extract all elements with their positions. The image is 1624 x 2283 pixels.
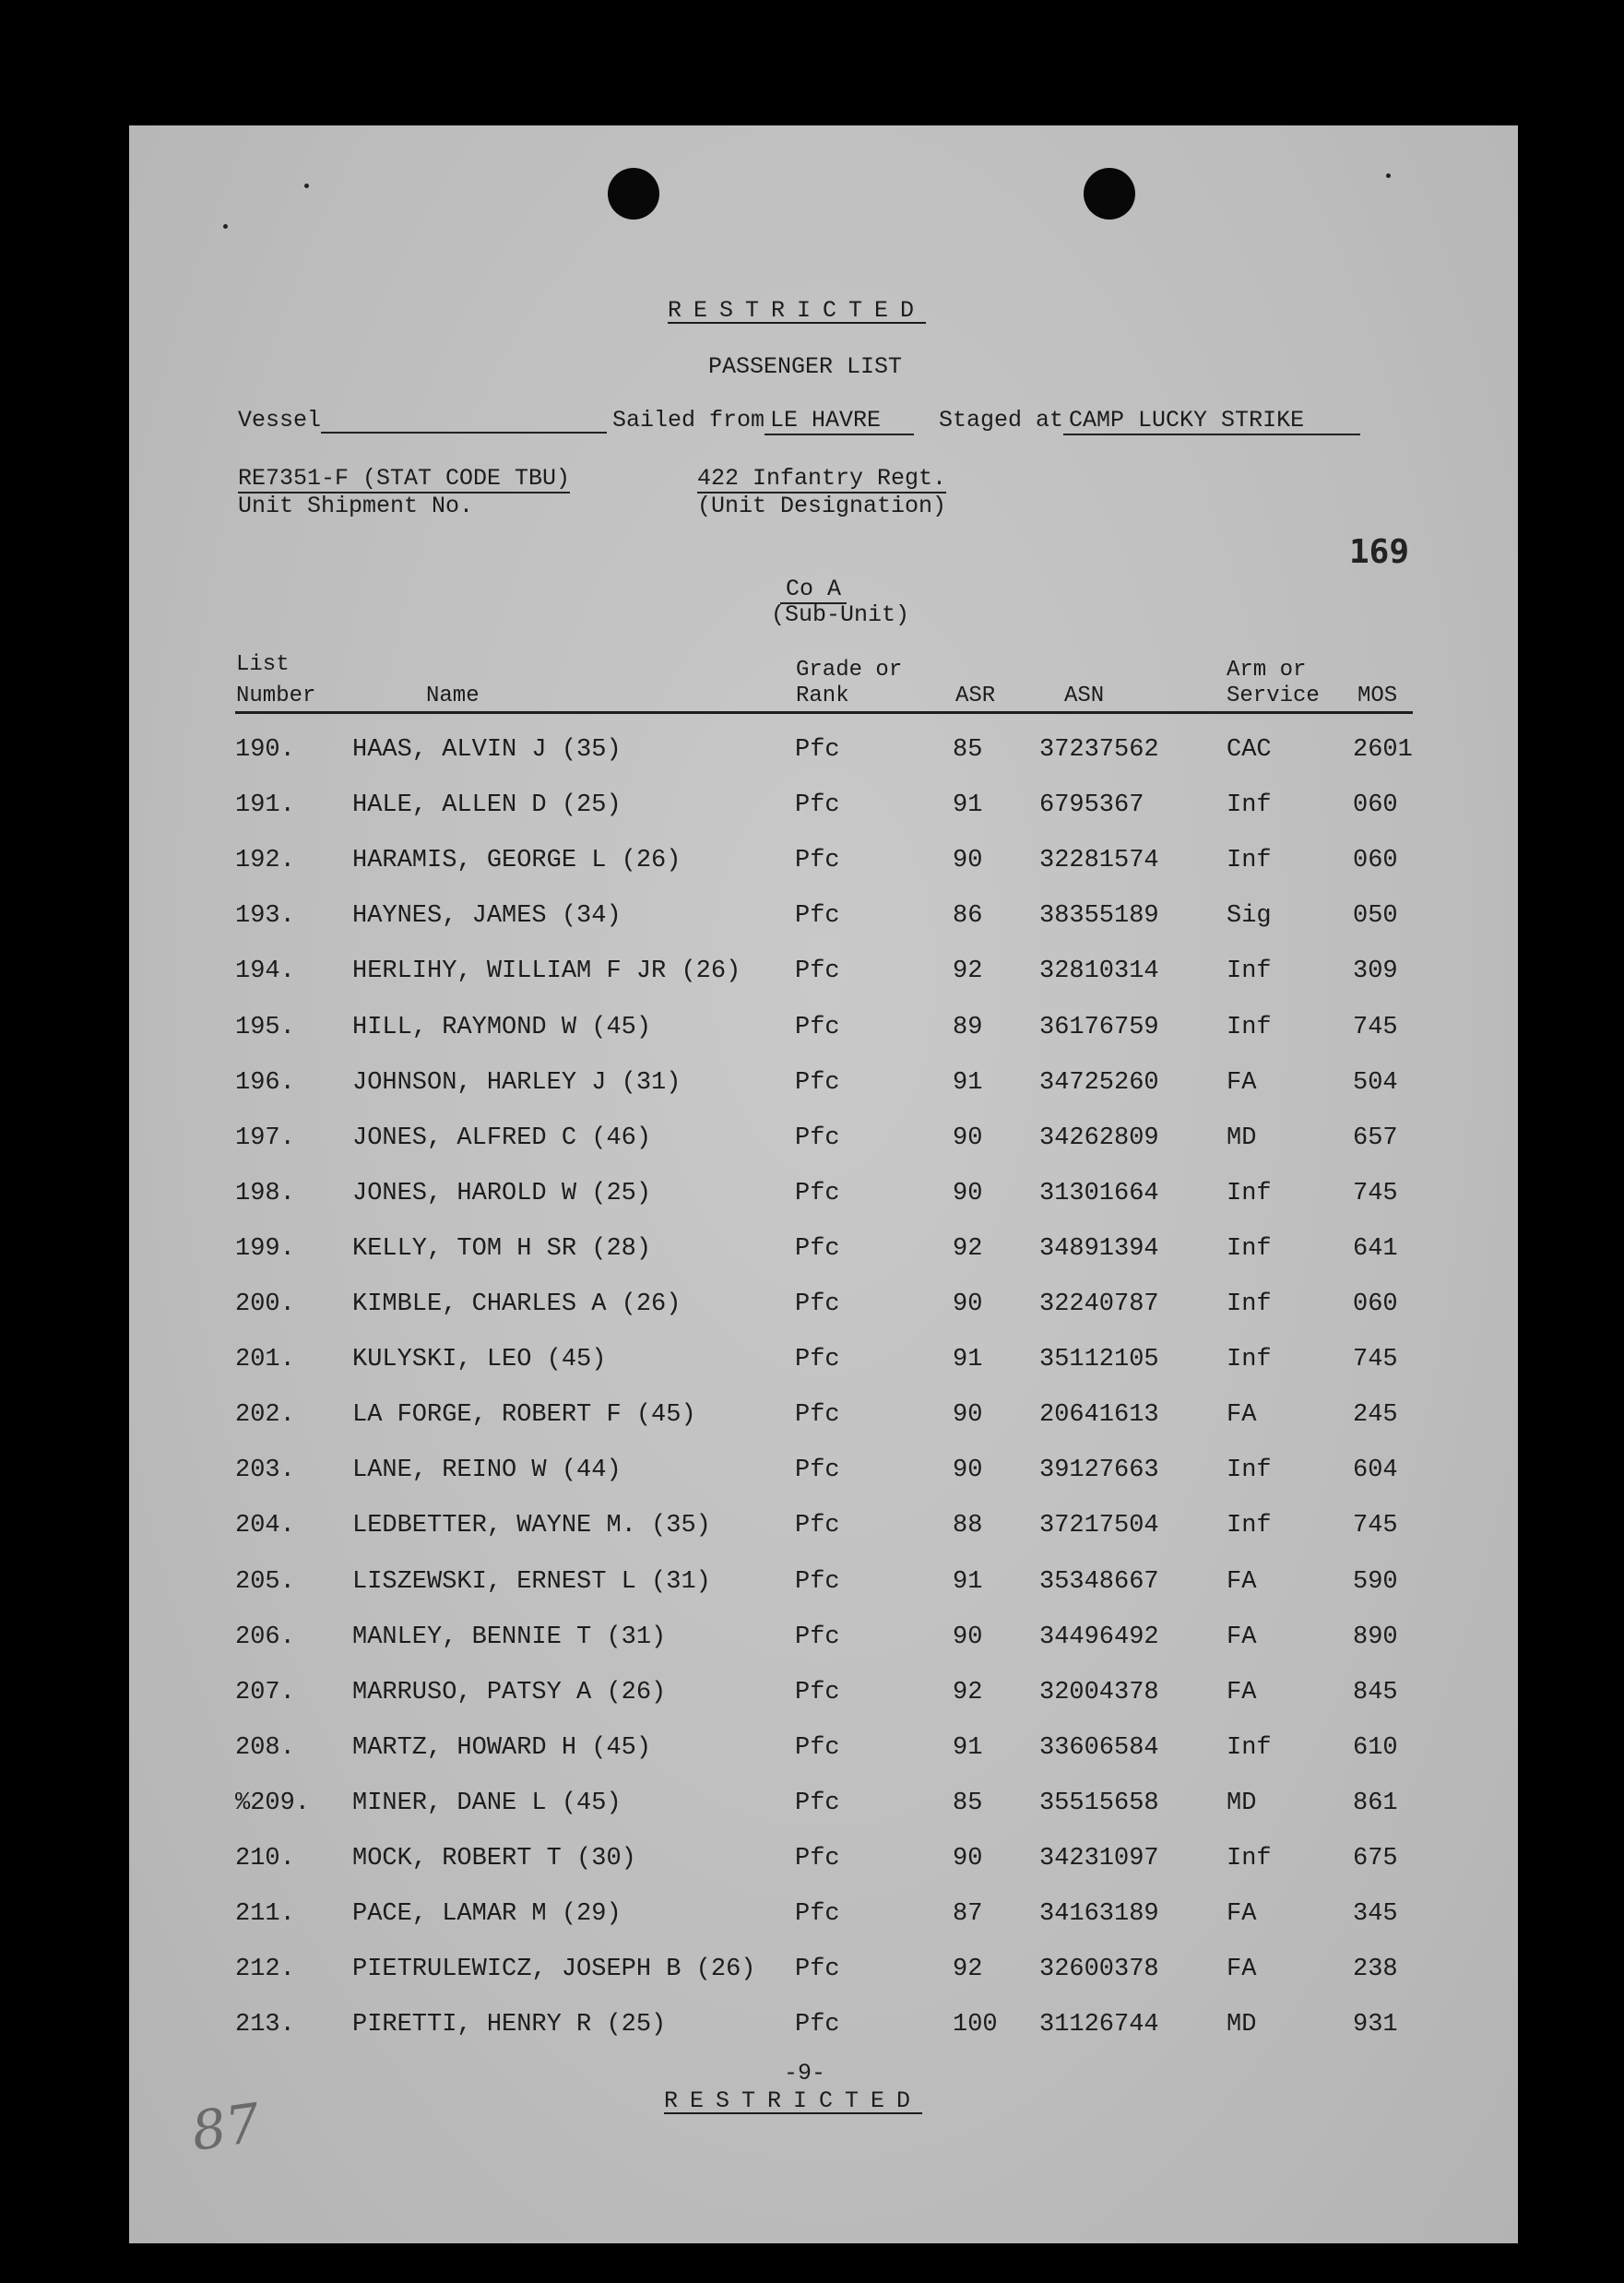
arm-service: MD: [1227, 2011, 1257, 2039]
grade: Pfc: [795, 902, 840, 931]
asn-number: 20641613: [1039, 1401, 1159, 1430]
arm-service: Inf: [1227, 1234, 1272, 1263]
passenger-name: KIMBLE, CHARLES A (26): [352, 1290, 682, 1318]
arm-service: FA: [1227, 1900, 1257, 1929]
mos-code: 610: [1353, 1733, 1398, 1762]
arm-service: MD: [1227, 1124, 1257, 1152]
list-number: 191.: [235, 791, 295, 820]
grade: Pfc: [795, 1124, 840, 1152]
table-row: [235, 1734, 1425, 1771]
table-row: [235, 1014, 1425, 1051]
mos-code: 309: [1353, 957, 1398, 986]
asn-number: 32281574: [1039, 847, 1159, 875]
mos-code: 2601: [1353, 736, 1413, 764]
col-header-asr: ASR: [955, 684, 996, 708]
asn-number: 32600378: [1039, 1956, 1159, 1984]
mos-code: 745: [1353, 1179, 1398, 1207]
mos-code: 657: [1353, 1124, 1398, 1152]
list-number: 193.: [235, 902, 295, 931]
table-row: [235, 1401, 1425, 1438]
asr-score: 91: [953, 1346, 983, 1374]
col-header-service: Service: [1227, 684, 1320, 708]
asn-number: 35515658: [1039, 1789, 1159, 1817]
arm-service: Inf: [1227, 1733, 1272, 1762]
unit-shipment-label: Unit Shipment No.: [238, 493, 474, 519]
handwritten-note: 87: [187, 2091, 265, 2163]
asn-number: 35348667: [1039, 1567, 1159, 1596]
arm-service: Inf: [1227, 1290, 1272, 1318]
table-row: [235, 1845, 1425, 1882]
grade: Pfc: [795, 1068, 840, 1097]
passenger-name: PIRETTI, HENRY R (25): [352, 2011, 667, 2039]
mos-code: 060: [1353, 847, 1398, 875]
arm-service: Inf: [1227, 957, 1272, 986]
list-number: 197.: [235, 1124, 295, 1152]
passenger-name: MARRUSO, PATSY A (26): [352, 1678, 667, 1706]
list-number: 213.: [235, 2011, 295, 2039]
unit-designation-value: 422 Infantry Regt.: [697, 465, 947, 492]
grade: Pfc: [795, 1900, 840, 1929]
passenger-name: MANLEY, BENNIE T (31): [352, 1623, 667, 1651]
staged-at-line: [939, 407, 1360, 435]
mos-code: 890: [1353, 1623, 1398, 1651]
asn-number: 6795367: [1039, 791, 1144, 820]
table-row: [235, 2011, 1425, 2048]
list-number: 206.: [235, 1623, 295, 1651]
col-header-mos: MOS: [1357, 684, 1398, 708]
arm-service: Inf: [1227, 1845, 1272, 1873]
grade: Pfc: [795, 1401, 840, 1430]
passenger-name: HILL, RAYMOND W (45): [352, 1013, 652, 1041]
asr-score: 90: [953, 847, 983, 875]
mos-code: 931: [1353, 2011, 1398, 2039]
punch-hole-right: [1084, 168, 1135, 220]
table-row: [235, 1069, 1425, 1106]
speck: [223, 224, 228, 229]
list-number: 194.: [235, 957, 295, 986]
passenger-name: LANE, REINO W (44): [352, 1457, 622, 1485]
passenger-name: PIETRULEWICZ, JOSEPH B (26): [352, 1956, 756, 1984]
table-row: [235, 957, 1425, 994]
grade: Pfc: [795, 1346, 840, 1374]
classification-bottom: RESTRICTED: [664, 2087, 923, 2114]
asn-number: 34262809: [1039, 1124, 1159, 1152]
asr-score: 90: [953, 1845, 983, 1873]
table-row: [235, 1346, 1425, 1383]
passenger-name: JOHNSON, HARLEY J (31): [352, 1068, 682, 1097]
staged-at-label: Staged at: [939, 407, 1064, 434]
asr-score: 91: [953, 1567, 983, 1596]
unit-shipment-value: RE7351-F (STAT CODE TBU): [238, 465, 571, 492]
list-number: 207.: [235, 1678, 295, 1706]
list-number: 203.: [235, 1457, 295, 1485]
mos-code: 060: [1353, 1290, 1398, 1318]
grade: Pfc: [795, 1845, 840, 1873]
asr-score: 89: [953, 1013, 983, 1041]
sub-unit-label: (Sub-Unit): [771, 601, 910, 628]
col-header-arm-or: Arm or: [1227, 658, 1307, 683]
arm-service: CAC: [1227, 736, 1272, 764]
passenger-name: JONES, ALFRED C (46): [352, 1124, 652, 1152]
vessel-label: Vessel: [238, 407, 322, 434]
col-header-arm: [1227, 655, 1320, 712]
mos-code: 845: [1353, 1678, 1398, 1706]
list-number: 212.: [235, 1956, 295, 1984]
arm-service: Inf: [1227, 1512, 1272, 1540]
sailed-from-label: Sailed from: [612, 407, 765, 434]
table-row: [235, 736, 1425, 773]
arm-service: Inf: [1227, 1457, 1272, 1485]
asr-score: 85: [953, 1789, 983, 1817]
passenger-name: KULYSKI, LEO (45): [352, 1346, 607, 1374]
mos-code: 745: [1353, 1512, 1398, 1540]
asn-number: 34231097: [1039, 1845, 1159, 1873]
list-number: 198.: [235, 1179, 295, 1207]
table-row: [235, 791, 1425, 828]
table-row: [235, 1124, 1425, 1161]
passenger-name: HARAMIS, GEORGE L (26): [352, 847, 682, 875]
asr-score: 86: [953, 902, 983, 931]
speck: [1386, 173, 1391, 178]
arm-service: Inf: [1227, 847, 1272, 875]
arm-service: Inf: [1227, 791, 1272, 820]
col-header-grade: [796, 655, 902, 712]
asn-number: 32810314: [1039, 957, 1159, 986]
asn-number: 35112105: [1039, 1346, 1159, 1374]
list-number: 190.: [235, 736, 295, 764]
list-number: 192.: [235, 847, 295, 875]
page-number: -9-: [784, 2060, 826, 2087]
unit-designation-label: (Unit Designation): [697, 493, 947, 519]
list-title: PASSENGER LIST: [708, 353, 903, 380]
asr-score: 85: [953, 736, 983, 764]
asn-number: 34163189: [1039, 1900, 1159, 1929]
table-row: [235, 1956, 1425, 1992]
vessel-value: [321, 408, 607, 434]
list-number: 208.: [235, 1733, 295, 1762]
passenger-name: HALE, ALLEN D (25): [352, 791, 622, 820]
grade: Pfc: [795, 2011, 840, 2039]
table-row: [235, 847, 1425, 884]
list-number: 211.: [235, 1900, 295, 1929]
table-row: [235, 1235, 1425, 1272]
asn-number: 37237562: [1039, 736, 1159, 764]
header-rule: [235, 711, 1413, 714]
asr-score: 91: [953, 1733, 983, 1762]
asn-number: 32240787: [1039, 1290, 1159, 1318]
asr-score: 90: [953, 1623, 983, 1651]
table-row: [235, 1900, 1425, 1937]
mos-code: 050: [1353, 902, 1398, 931]
grade: Pfc: [795, 847, 840, 875]
classification-top: RESTRICTED: [668, 297, 927, 324]
passenger-name: HAAS, ALVIN J (35): [352, 736, 622, 764]
col-header-list: List: [236, 652, 290, 677]
passenger-name: MOCK, ROBERT T (30): [352, 1845, 636, 1873]
asr-score: 90: [953, 1457, 983, 1485]
arm-service: FA: [1227, 1623, 1257, 1651]
list-number: 200.: [235, 1290, 295, 1318]
asr-score: 91: [953, 791, 983, 820]
table-row: [235, 1290, 1425, 1327]
list-number: 204.: [235, 1512, 295, 1540]
arm-service: Inf: [1227, 1013, 1272, 1041]
asr-score: 87: [953, 1900, 983, 1929]
arm-service: Sig: [1227, 902, 1272, 931]
grade: Pfc: [795, 1290, 840, 1318]
asn-number: 34496492: [1039, 1623, 1159, 1651]
sailed-from-line: [612, 407, 914, 435]
grade: Pfc: [795, 1956, 840, 1984]
table-row: [235, 1457, 1425, 1493]
grade: Pfc: [795, 1789, 840, 1817]
grade: Pfc: [795, 1013, 840, 1041]
asr-score: 88: [953, 1512, 983, 1540]
page-stamp: 169: [1349, 533, 1410, 571]
arm-service: FA: [1227, 1956, 1257, 1984]
asr-score: 92: [953, 1234, 983, 1263]
mos-code: 861: [1353, 1789, 1398, 1817]
table-row: [235, 1180, 1425, 1217]
passenger-name: JONES, HAROLD W (25): [352, 1179, 652, 1207]
list-number: 205.: [235, 1567, 295, 1596]
passenger-name: MARTZ, HOWARD H (45): [352, 1733, 652, 1762]
list-number: 195.: [235, 1013, 295, 1041]
asn-number: 36176759: [1039, 1013, 1159, 1041]
asr-score: 90: [953, 1179, 983, 1207]
table-row: [235, 902, 1425, 939]
grade: Pfc: [795, 1623, 840, 1651]
col-header-name: Name: [426, 684, 480, 708]
asr-score: 92: [953, 957, 983, 986]
grade: Pfc: [795, 1567, 840, 1596]
list-number: 210.: [235, 1845, 295, 1873]
asr-score: 90: [953, 1401, 983, 1430]
col-header-number: Number: [236, 684, 316, 708]
col-header-rank: Rank: [796, 684, 849, 708]
asr-score: 92: [953, 1678, 983, 1706]
punch-hole-left: [608, 168, 659, 220]
table-row: [235, 1679, 1425, 1716]
asn-number: 34725260: [1039, 1068, 1159, 1097]
arm-service: FA: [1227, 1401, 1257, 1430]
speck: [304, 184, 309, 188]
mos-code: 641: [1353, 1234, 1398, 1263]
mos-code: 238: [1353, 1956, 1398, 1984]
arm-service: FA: [1227, 1567, 1257, 1596]
grade: Pfc: [795, 1234, 840, 1263]
mos-code: 604: [1353, 1457, 1398, 1485]
sailed-from-value: LE HAVRE: [765, 407, 914, 435]
col-header-grade-or: Grade or: [796, 658, 903, 683]
grade: Pfc: [795, 1457, 840, 1485]
asn-number: 33606584: [1039, 1733, 1159, 1762]
passenger-name: HAYNES, JAMES (34): [352, 902, 622, 931]
mos-code: 745: [1353, 1013, 1398, 1041]
col-header-asn: ASN: [1064, 684, 1105, 708]
arm-service: Inf: [1227, 1346, 1272, 1374]
list-number: 202.: [235, 1401, 295, 1430]
asn-number: 31301664: [1039, 1179, 1159, 1207]
col-header-list-number: [236, 649, 315, 712]
asn-number: 32004378: [1039, 1678, 1159, 1706]
asn-number: 37217504: [1039, 1512, 1159, 1540]
asn-number: 38355189: [1039, 902, 1159, 931]
asr-score: 92: [953, 1956, 983, 1984]
passenger-name: PACE, LAMAR M (29): [352, 1900, 622, 1929]
arm-service: FA: [1227, 1678, 1257, 1706]
grade: Pfc: [795, 1179, 840, 1207]
arm-service: FA: [1227, 1068, 1257, 1097]
grade: Pfc: [795, 957, 840, 986]
mos-code: 590: [1353, 1567, 1398, 1596]
mos-code: 060: [1353, 791, 1398, 820]
passenger-name: MINER, DANE L (45): [352, 1789, 622, 1817]
arm-service: Inf: [1227, 1179, 1272, 1207]
grade: Pfc: [795, 791, 840, 820]
list-number: 196.: [235, 1068, 295, 1097]
mos-code: 745: [1353, 1346, 1398, 1374]
asr-score: 90: [953, 1124, 983, 1152]
asr-score: 90: [953, 1290, 983, 1318]
vessel-line: [238, 407, 607, 434]
passenger-name: LISZEWSKI, ERNEST L (31): [352, 1567, 711, 1596]
passenger-name: KELLY, TOM H SR (28): [352, 1234, 652, 1263]
list-number: 201.: [235, 1346, 295, 1374]
passenger-name: LA FORGE, ROBERT F (45): [352, 1401, 696, 1430]
table-row: [235, 1790, 1425, 1826]
list-number: 199.: [235, 1234, 295, 1263]
grade: Pfc: [795, 1512, 840, 1540]
asn-number: 39127663: [1039, 1457, 1159, 1485]
sub-unit-value: Co A: [780, 576, 847, 604]
asn-number: 34891394: [1039, 1234, 1159, 1263]
mos-code: 675: [1353, 1845, 1398, 1873]
table-row: [235, 1623, 1425, 1660]
mos-code: 504: [1353, 1068, 1398, 1097]
list-number: %209.: [235, 1789, 311, 1817]
asr-score: 100: [953, 2011, 998, 2039]
passenger-name: HERLIHY, WILLIAM F JR (26): [352, 957, 741, 986]
passenger-name: LEDBETTER, WAYNE M. (35): [352, 1512, 711, 1540]
grade: Pfc: [795, 1733, 840, 1762]
arm-service: MD: [1227, 1789, 1257, 1817]
staged-at-value: CAMP LUCKY STRIKE: [1063, 407, 1360, 435]
table-row: [235, 1568, 1425, 1605]
asr-score: 91: [953, 1068, 983, 1097]
grade: Pfc: [795, 1678, 840, 1706]
mos-code: 245: [1353, 1401, 1398, 1430]
asn-number: 31126744: [1039, 2011, 1159, 2039]
grade: Pfc: [795, 736, 840, 764]
table-row: [235, 1512, 1425, 1549]
mos-code: 345: [1353, 1900, 1398, 1929]
